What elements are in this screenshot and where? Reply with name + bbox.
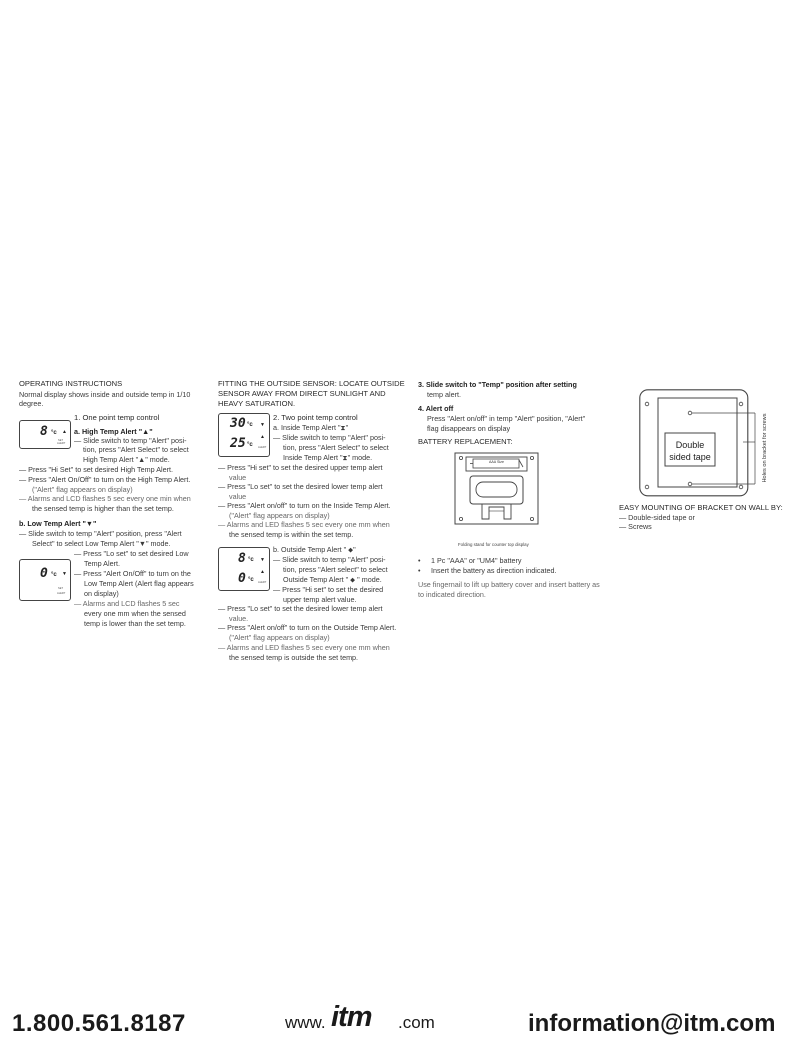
folding-stand-caption: Folding stand for counter top display bbox=[458, 542, 529, 547]
text-line: the sensed temp is outside the set temp. bbox=[229, 653, 359, 662]
battery-bullet-1: 1 Pc "AAA" or "UM4" battery bbox=[431, 556, 522, 565]
lcd-low-alert bbox=[19, 559, 71, 601]
lcd-unit: °c bbox=[247, 422, 253, 428]
up-arrow-icon: ▲ bbox=[260, 434, 265, 440]
text-line: flag disappears on display bbox=[427, 424, 511, 433]
text-line: — Alarms and LCD flashes 5 sec every one min when bbox=[19, 494, 191, 503]
lcd-digit: 0 bbox=[238, 571, 246, 586]
lcd-digit: 8 bbox=[40, 424, 48, 439]
lcd-flag: SET bbox=[58, 439, 64, 442]
aaa-size-label: AAA Size bbox=[489, 460, 504, 464]
inside-temp-alert-title: a. Inside Temp Alert "⧗" bbox=[273, 423, 349, 432]
text-line: — Press "Hi set" to set the desired bbox=[273, 585, 384, 594]
tape-label-line: Double bbox=[675, 440, 705, 450]
down-arrow-icon: ▼ bbox=[260, 557, 265, 563]
up-arrow-icon: ▲ bbox=[62, 429, 67, 435]
text-line: value bbox=[229, 492, 247, 501]
fitting-sensor-heading: FITTING THE OUTSIDE SENSOR: LOCATE OUTSIDE bbox=[218, 379, 405, 388]
text-line: — Press "Lo set" to set the desired lower temp alert bbox=[218, 604, 383, 613]
text-line: Select" to select Low Temp Alert "▼" mode. bbox=[32, 539, 171, 548]
text-line: Low Temp Alert (Alert flag appears bbox=[84, 579, 194, 588]
bullet-icon: • bbox=[418, 556, 421, 565]
itm-logo: itm bbox=[331, 1001, 372, 1033]
text-line: Inside Temp Alert "⧗" mode. bbox=[283, 453, 373, 462]
website-prefix[interactable]: www. bbox=[285, 1013, 326, 1032]
lcd-digit: 0 bbox=[40, 566, 48, 581]
down-arrow-icon: ▼ bbox=[62, 571, 67, 577]
text-line: Press "Alert on/off" in temp "Alert" position, "Alert" bbox=[427, 414, 586, 423]
text-line: upper temp alert value. bbox=[283, 595, 357, 604]
section-2-title: 2. Two point temp control bbox=[273, 413, 358, 422]
text-line: Temp Alert. bbox=[84, 559, 120, 568]
high-temp-alert-title: a. High Temp Alert "▲" bbox=[74, 427, 153, 436]
text-line: — Press "Lo set" to set desired Low bbox=[74, 549, 189, 558]
lcd-flag: SET bbox=[58, 587, 64, 590]
alert-off-title: 4. Alert off bbox=[418, 404, 454, 413]
step-3-text-cont: temp alert. bbox=[427, 390, 461, 399]
text-line: on display) bbox=[84, 589, 119, 598]
text-line: ("Alert" flag appears on display) bbox=[32, 485, 133, 494]
lcd-unit: °c bbox=[51, 430, 57, 436]
operating-instructions-heading: OPERATING INSTRUCTIONS bbox=[19, 379, 123, 388]
lcd-alert-flag: ALERT bbox=[57, 442, 66, 445]
screw-holes-label: Holes on bracket for screws bbox=[762, 413, 768, 483]
lcd-alert-flag: ALERT bbox=[57, 592, 66, 595]
lcd-unit: °c bbox=[248, 557, 254, 563]
battery-note-cont: to indicated direction. bbox=[418, 590, 486, 599]
lcd-alert-flag: ALERT bbox=[258, 446, 267, 449]
text-line: — Press "Hi Set" to set desired High Temp Alert. bbox=[19, 465, 173, 474]
battery-replacement-heading: BATTERY REPLACEMENT: bbox=[418, 437, 513, 446]
text-line: — Slide switch to temp "Alert" position, press "Alert bbox=[19, 529, 182, 538]
text-line: tion, press "Alert Select" to select bbox=[83, 445, 189, 454]
low-temp-alert-title: b. Low Temp Alert "▼" bbox=[19, 519, 97, 528]
lcd-digit: 25 bbox=[230, 436, 246, 451]
battery-note: Use fingernail to lift up battery cover and insert battery as bbox=[418, 580, 600, 589]
tape-label-line: sided tape bbox=[669, 452, 711, 462]
text-line: — Alarms and LCD flashes 5 sec bbox=[74, 599, 180, 608]
text-line: tion, press "Alert select" to select bbox=[283, 565, 388, 574]
lcd-inside-alert bbox=[218, 413, 270, 457]
fitting-sensor-heading-cont: HEAVY SATURATION. bbox=[218, 399, 296, 408]
text-line: — Press "Alert On/Off" to turn on the High Temp Alert. bbox=[19, 475, 191, 484]
easy-mounting-heading: EASY MOUNTING OF BRACKET ON WALL BY: bbox=[619, 503, 783, 512]
up-arrow-icon: ▲ bbox=[260, 569, 265, 575]
lcd-unit: °c bbox=[248, 577, 254, 583]
phone-number[interactable]: 1.800.561.8187 bbox=[12, 1010, 186, 1037]
double-sided-tape-label bbox=[665, 439, 715, 463]
text-line: — Press "Alert on/off" to turn on the Outside Temp Alert. bbox=[218, 623, 397, 632]
text-line: value bbox=[229, 473, 247, 482]
lcd-unit: °c bbox=[51, 572, 57, 578]
text-line: — Slide switch to temp "Alert" posi- bbox=[273, 433, 386, 442]
text-line: — Slide switch to temp "Alert" posi- bbox=[74, 436, 187, 445]
fitting-sensor-heading-cont: SENSOR AWAY FROM DIRECT SUNLIGHT AND bbox=[218, 389, 386, 398]
lcd-unit: °c bbox=[247, 442, 253, 448]
outside-temp-alert-title: b. Outside Temp Alert " ⬥" bbox=[273, 545, 356, 554]
lcd-digit: 30 bbox=[230, 416, 246, 431]
lcd-outside-alert bbox=[218, 547, 270, 591]
mounting-option: — Screws bbox=[619, 522, 652, 531]
step-3-text: 3. Slide switch to "Temp" position after setting bbox=[418, 380, 577, 389]
battery-bullet-2: Insert the battery as direction indicated. bbox=[431, 566, 557, 575]
text-line: — Press "Lo set" to set the desired lower temp alert bbox=[218, 482, 383, 491]
website-suffix[interactable]: .com bbox=[398, 1013, 435, 1032]
text-line: — Press "Hi set" to set the desired upper temp alert bbox=[218, 463, 383, 472]
intro-text: Normal display shows inside and outside temp in 1/10 bbox=[19, 390, 191, 399]
text-line: the sensed temp is within the set temp. bbox=[229, 530, 354, 539]
lcd-high-alert bbox=[19, 420, 71, 449]
bullet-icon: • bbox=[418, 566, 421, 575]
lcd-alert-flag: ALERT bbox=[258, 581, 267, 584]
text-line: tion, press "Alert Select" to select bbox=[283, 443, 389, 452]
text-line: ("Alert" flag appears on display) bbox=[229, 633, 330, 642]
intro-text-cont: degree. bbox=[19, 399, 44, 408]
text-line: — Alarms and LED flashes 5 sec every one mm when bbox=[218, 520, 390, 529]
down-arrow-icon: ▼ bbox=[260, 422, 265, 428]
text-line: — Alarms and LED flashes 5 sec every one mm when bbox=[218, 643, 390, 652]
section-1-title: 1. One point temp control bbox=[74, 413, 160, 422]
text-line: every one mm when the sensed bbox=[84, 609, 186, 618]
text-line: the sensed temp is higher than the set temp. bbox=[32, 504, 174, 513]
text-line: temp is lower than the set temp. bbox=[84, 619, 186, 628]
lcd-digit: 8 bbox=[238, 551, 246, 566]
text-line: Outside Temp Alert " ⬥ " mode. bbox=[283, 575, 382, 584]
text-line: — Press "Alert on/off" to turn on the Inside Temp Alert. bbox=[218, 501, 391, 510]
text-line: High Temp Alert "▲" mode. bbox=[83, 455, 170, 464]
mounting-option: — Double-sided tape or bbox=[619, 513, 695, 522]
email-address[interactable]: information@itm.com bbox=[528, 1010, 776, 1037]
text-line: — Slide switch to temp "Alert" posi- bbox=[273, 555, 386, 564]
text-line: — Press "Alert On/Off" to turn on the bbox=[74, 569, 191, 578]
text-line: ("Alert" flag appears on display) bbox=[229, 511, 330, 520]
text-line: value. bbox=[229, 614, 249, 623]
